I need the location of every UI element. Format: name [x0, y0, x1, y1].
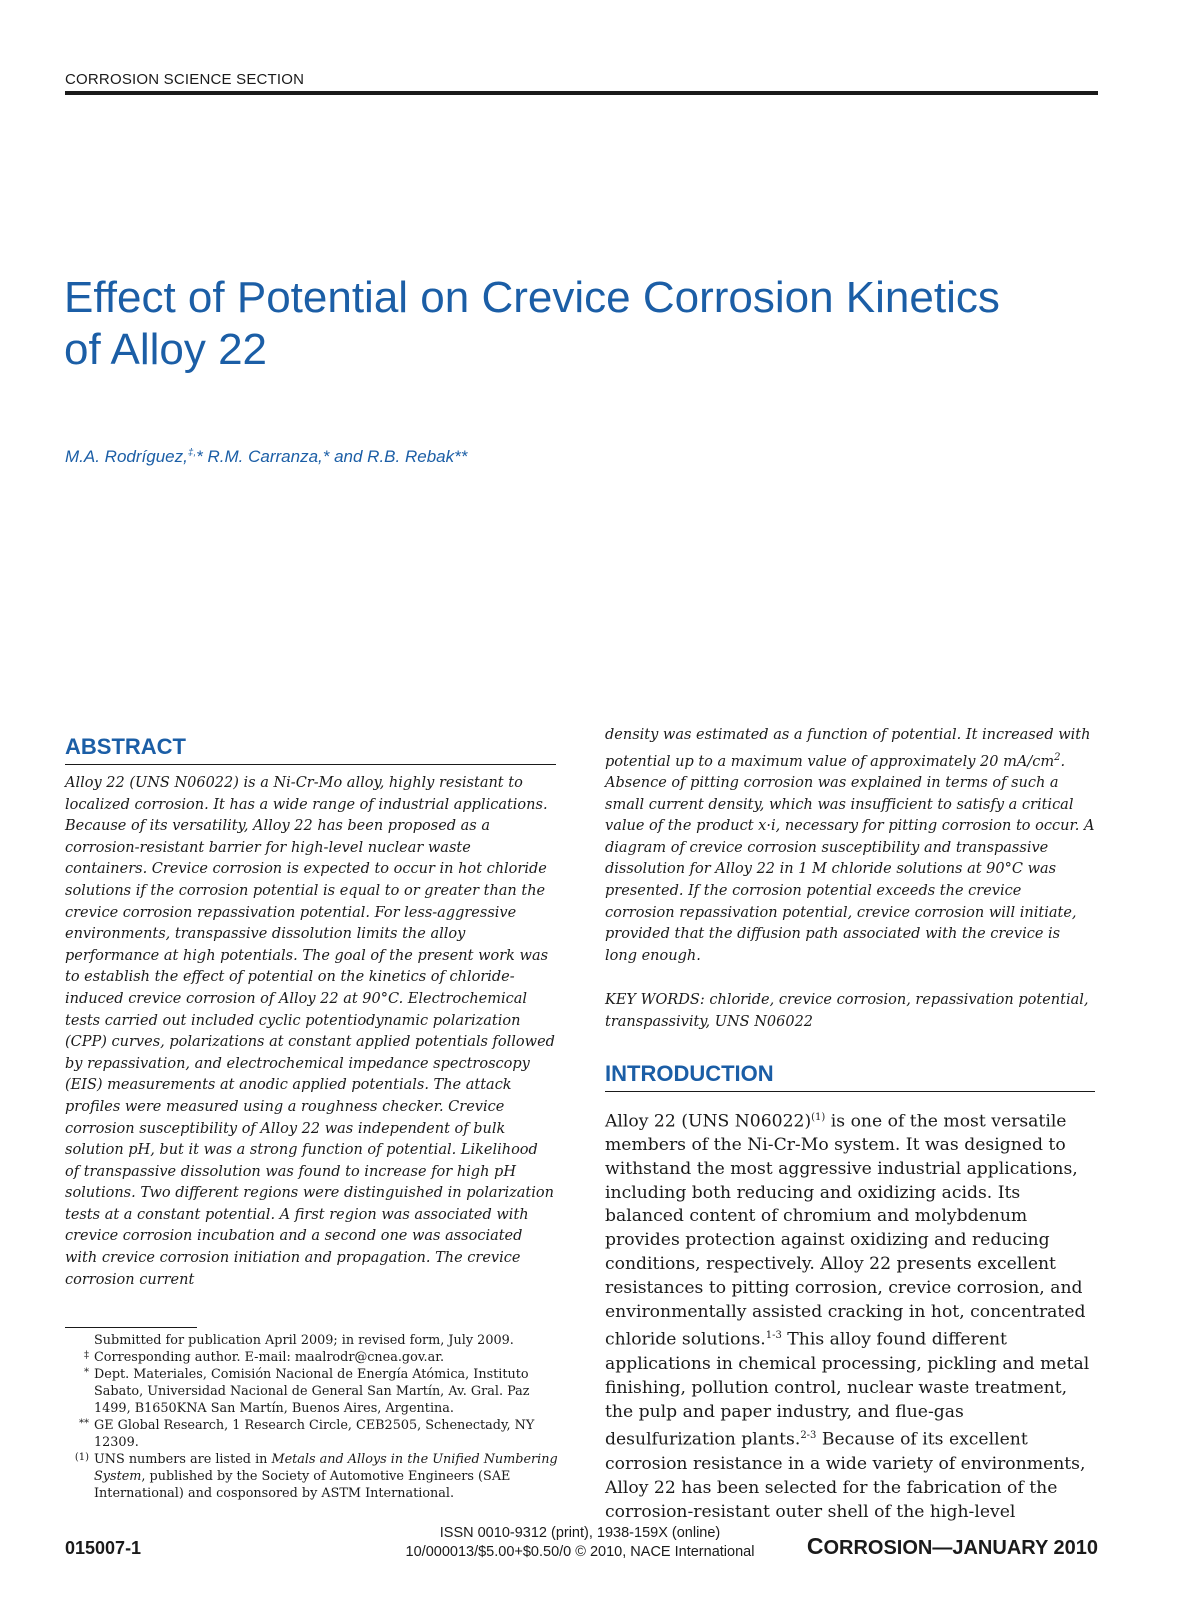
journal-issue — [807, 1533, 1098, 1560]
abstract-heading: ABSTRACT — [65, 734, 556, 765]
issn-info — [370, 1524, 790, 1562]
intro-part-4: Because of its excellent corrosion resistance in a wide variety of environments, Alloy 22 has been selected for the fabrication of the corrosion-resistant outer shell of the high-level — [605, 1430, 1086, 1522]
right-column — [605, 727, 1095, 1524]
left-column — [65, 734, 556, 1291]
abstract-text: Alloy 22 (UNS N06022) is a Ni-Cr-Mo alloy, highly resistant to localized corrosion. It has a wide range of industrial applications. Because of its versatility, Alloy 22 has been proposed as a corrosion-resistant barrier for high-level nuclear waste containers. Crevice corrosion is expected to occur in hot chloride solutions if the corrosion potential is equal to or greater than the crevice corrosion repassivation potential. For less-aggressive environments, transpassive dissolution limits the alloy performance at high potentials. The goal of the present work was to establish the effect of potential on the kinetics of chloride-induced crevice corrosion of Alloy 22 at 90°C. Electrochemical tests carried out included cyclic potentiodynamic polarization (CPP) curves, polarizations at constant applied potentials followed by repassivation, and electrochemical impedance spectroscopy (EIS) measurements at anodic applied potentials. The attack profiles were measured using a roughness checker. Crevice corrosion susceptibility of Alloy 22 was independent of bulk solution pH, but it was a strong function of potential. Likelihood of transpassive dissolution was found to increase for high pH solutions. Two different regions were distinguished in polarization tests at a constant potential. A first region was associated with crevice corrosion incubation and a second one was associated with crevice corrosion initiation and propagation. The crevice corrosion current — [65, 775, 555, 1288]
abstract-cont-a: density was estimated as a function of potential. It increased with potential up to a maximum value of approximately 20 mA/cm — [605, 727, 1091, 770]
footnote-uns-b: , published by the Society of Automotive Engineers (SAE International) and cosponsored by ASTM International. — [94, 1469, 511, 1501]
intro-ref-2: 1-3 — [765, 1330, 782, 1342]
intro-part-2: is one of the most versatile members of the Ni-Cr-Mo system. It was designed to withstand the most aggressive industrial applications, including both reducing and oxidizing acids. Its balanced content of chromium and molybdenum provides protection against oxidizing and reducing conditions, respectively. Alloy 22 presents excellent resistances to pitting corrosion, crevice corrosion, and environmentally assisted cracking in hot, concentrated chloride solutions. — [605, 1111, 1086, 1351]
title-line-2: of Alloy 22 — [64, 325, 268, 374]
footnote-affiliation-2 — [70, 1417, 560, 1451]
abstract-cont-sup: 2 — [1054, 751, 1061, 763]
footnote-text: Corresponding author. E-mail: maalrodr@cnea.gov.ar. — [94, 1350, 445, 1365]
footnote-uns-a: UNS numbers are listed in — [94, 1452, 272, 1467]
article-title — [64, 272, 1084, 376]
journal-rest: ORROSION—JANUARY 2010 — [823, 1537, 1098, 1559]
page-number: 015007-1 — [65, 1538, 142, 1558]
footnote-affiliation-1 — [70, 1366, 560, 1417]
author-1-marks: ‡, — [187, 447, 197, 459]
intro-ref-3: 2-3 — [800, 1430, 817, 1442]
authors — [65, 447, 467, 467]
abstract-continuation — [605, 725, 1095, 967]
journal-initial: C — [806, 1533, 824, 1559]
title-line-1: Effect of Potential on Crevice Corrosion Kinetics — [64, 273, 1000, 322]
footnote-mark: (1) — [74, 1452, 89, 1463]
introduction-text — [605, 1106, 1095, 1525]
footnote-text: Dept. Materiales, Comisión Nacional de Energía Atómica, Instituto Sabato, Universidad Nacional de General San Martín, Av. Gral. Paz 1499, B1650KNA San Martín, Buenos Aires, Argentina. — [94, 1367, 530, 1416]
footnote-submitted — [70, 1332, 560, 1349]
footnotes — [70, 1332, 560, 1502]
issn-line-1: ISSN 0010-9312 (print), 1938-159X (online) — [439, 1525, 721, 1541]
footnote-mark: * — [84, 1367, 89, 1378]
footnote-mark-empty — [70, 1332, 94, 1349]
author-1: M.A. Rodríguez, — [65, 447, 188, 466]
header-rule — [65, 91, 1098, 95]
intro-part-3: This alloy found different applications in chemical processing, pickling and metal finishing, pollution control, nuclear waste treatment, the pulp and paper industry, and flue-gas desulfurization plants. — [605, 1330, 1090, 1451]
footnote-text — [94, 1451, 560, 1502]
footnote-text: Submitted for publication April 2009; in revised form, July 2009. — [94, 1333, 514, 1348]
abstract-cont-b: . Absence of pitting corrosion was explained in terms of such a small current density, which was insufficient to satisfy a critical value of the product x·i, necessary for pitting corrosion to occur. A diagram of crevice corrosion susceptibility and transpassive dissolution for Alloy 22 in 1 M chloride solutions at 90°C was presented. If the corrosion potential exceeds the crevice corrosion repassivation potential, crevice corrosion will initiate, provided that the diffusion path associated with the crevice is long enough. — [605, 753, 1095, 964]
introduction-heading: INTRODUCTION — [605, 1061, 1095, 1092]
authors-rest: * R.M. Carranza,* and R.B. Rebak** — [196, 447, 468, 466]
section-label: CORROSION SCIENCE SECTION — [65, 71, 305, 88]
footnote-corresponding — [70, 1349, 560, 1366]
intro-part-1: Alloy 22 (UNS N06022) — [605, 1111, 812, 1132]
footnote-text: GE Global Research, 1 Research Circle, CEB2505, Schenectady, NY 12309. — [94, 1418, 535, 1450]
issn-line-2: 10/000013/$5.00+$0.50/0 © 2010, NACE International — [405, 1544, 755, 1560]
keywords: KEY WORDS: chloride, crevice corrosion, repassivation potential, transpassivity, UNS N06022 — [605, 992, 1089, 1030]
footnote-mark: ‡ — [84, 1350, 89, 1361]
footnote-rule — [65, 1327, 197, 1328]
intro-ref-1: (1) — [811, 1111, 826, 1123]
footnote-mark: ** — [79, 1418, 89, 1429]
footnote-uns-title: Metals and Alloys in the Unified Numbering System — [94, 1452, 558, 1484]
footnote-uns — [70, 1451, 560, 1502]
